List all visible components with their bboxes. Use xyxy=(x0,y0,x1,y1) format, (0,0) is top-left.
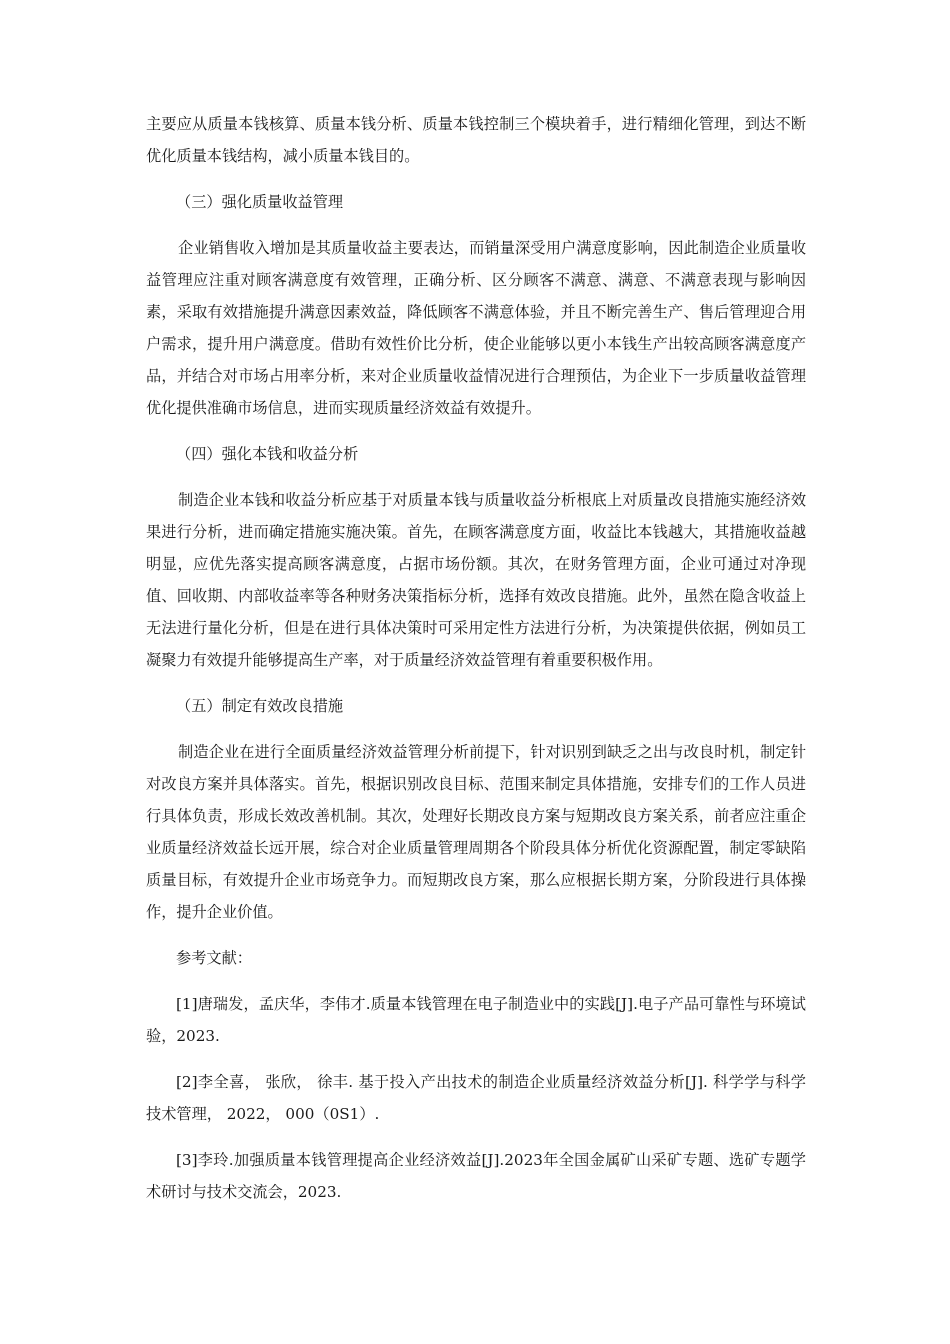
section-heading-5: （五）制定有效改良措施 xyxy=(176,697,344,715)
reference-item: [1]唐瑞发，孟庆华，李伟才.质量本钱管理在电子制造业中的实践[J].电子产品可靠性与环境试验，2023. xyxy=(146,995,806,1045)
reference-item: [2]李全喜， 张欣， 徐丰. 基于投入产出技术的制造企业质量经济效益分析[J]. 科学学与科学技术管理， 2022， 000（0S1）. xyxy=(146,1073,806,1123)
section-heading-3: （三）强化质量收益管理 xyxy=(176,193,344,211)
paragraph-quality-income: 企业销售收入增加是其质量收益主要表达，而销量深受用户满意度影响，因此制造企业质量收益管理应注重对顾客满意度有效管理，正确分析、区分顾客不满意、满意、不满意表现与影响因素，采取有效措施提升满意因素效益，降低顾客不满意体验，并且不断完善生产、售后管理迎合用户需求，提升用户满意度。借助有效性价比分析，使企业能够以更小本钱生产出较高顾客满意度产品，并结合对市场占用率分析，来对企业质量收益情况进行合理预估，为企业下一步质量收益管理优化提供准确市场信息，进而实现质量经济效益有效提升。 xyxy=(146,239,806,417)
paragraph-improvement-measures: 制造企业在进行全面质量经济效益管理分析前提下，针对识别到缺乏之出与改良时机，制定针对改良方案并具体落实。首先，根据识别改良目标、范围来制定具体措施，安排专们的工作人员进行具体负责，形成长效改善机制。其次，处理好长期改良方案与短期改良方案关系，前者应注重企业质量经济效益长远开展，综合对企业质量管理周期各个阶段具体分析优化资源配置，制定零缺陷质量目标，有效提升企业市场竞争力。而短期改良方案，那么应根据长期方案，分阶段进行具体操作，提升企业价值。 xyxy=(146,743,806,921)
document-page xyxy=(146,108,806,1208)
paragraph-cost-modules: 主要应从质量本钱核算、质量本钱分析、质量本钱控制三个模块着手，进行精细化管理，到达不断优化质量本钱结构，减小质量本钱目的。 xyxy=(146,115,806,165)
section-heading-4: （四）强化本钱和收益分析 xyxy=(176,445,359,463)
paragraph-cost-income-analysis: 制造企业本钱和收益分析应基于对质量本钱与质量收益分析根底上对质量改良措施实施经济效果进行分析，进而确定措施实施决策。首先，在顾客满意度方面，收益比本钱越大，其措施收益越明显，应优先落实提高顾客满意度，占据市场份额。其次，在财务管理方面，企业可通过对净现值、回收期、内部收益率等各种财务决策指标分析，选择有效改良措施。此外，虽然在隐含收益上无法进行量化分析，但是在进行具体决策时可采用定性方法进行分析，为决策提供依据，例如员工凝聚力有效提升能够提高生产率，对于质量经济效益管理有着重要积极作用。 xyxy=(146,491,806,669)
reference-item: [3]李玲.加强质量本钱管理提高企业经济效益[J].2023年全国金属矿山采矿专题、选矿专题学术研讨与技术交流会，2023. xyxy=(146,1151,806,1201)
references-title: 参考文献： xyxy=(176,949,252,967)
